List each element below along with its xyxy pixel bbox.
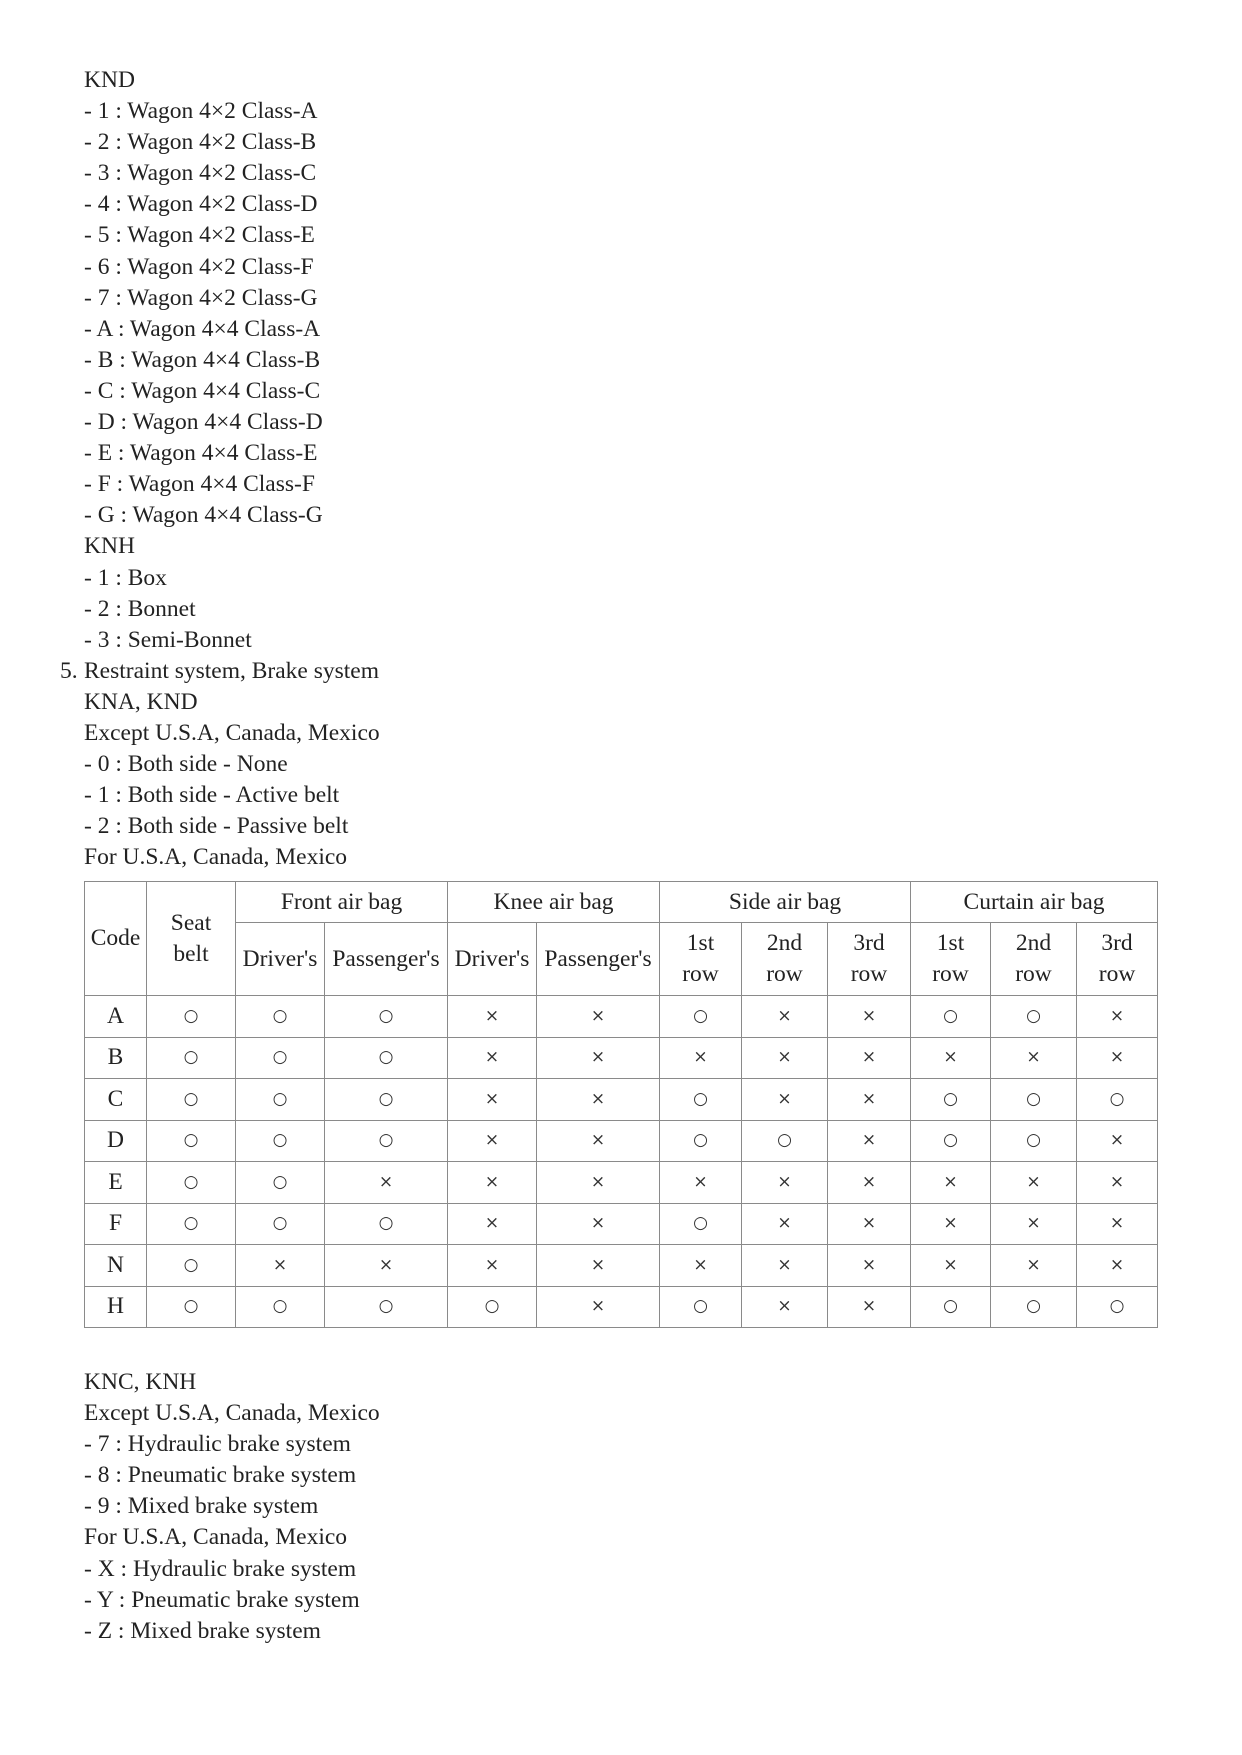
mark-cell: × [828, 1079, 911, 1121]
header-text: 1st [936, 930, 965, 956]
mark-cell: × [828, 1120, 911, 1162]
mark-cell: × [1077, 1245, 1158, 1287]
mark-cell: ○ [991, 1120, 1077, 1162]
mark-cell: × [911, 1162, 991, 1204]
mark-cell: ○ [236, 1203, 325, 1245]
code-cell: H [85, 1286, 147, 1328]
code-cell: D [85, 1120, 147, 1162]
header-text: row [682, 961, 719, 987]
code-cell: F [85, 1203, 147, 1245]
mark-cell: ○ [1077, 1079, 1158, 1121]
mark-cell: ○ [1077, 1286, 1158, 1328]
code-cell: B [85, 1037, 147, 1079]
list-item: - Y : Pneumatic brake system [84, 1586, 360, 1613]
mark-cell: × [1077, 1120, 1158, 1162]
front-passengers-header: Passenger's [325, 923, 448, 996]
curtain-3rd-row-header [1077, 923, 1158, 996]
mark-cell: ○ [147, 1037, 236, 1079]
mark-cell: × [742, 1245, 828, 1287]
mark-cell: × [537, 1162, 660, 1204]
mark-cell: ○ [991, 996, 1077, 1038]
list-item: - 7 : Hydraulic brake system [84, 1431, 351, 1458]
mark-cell: × [911, 1245, 991, 1287]
table-row [85, 1286, 1158, 1328]
mark-cell: ○ [325, 1037, 448, 1079]
mark-cell: × [448, 1079, 537, 1121]
header-text: row [932, 961, 969, 987]
mark-cell: × [537, 1245, 660, 1287]
header-text: row [1015, 961, 1052, 987]
section-5-title [60, 656, 1184, 687]
mark-cell: ○ [236, 1079, 325, 1121]
list-item: - 3 : Wagon 4×2 Class-C [84, 160, 317, 187]
mark-cell: × [325, 1245, 448, 1287]
list-item: - G : Wagon 4×4 Class-G [84, 502, 323, 529]
brake-heading: KNC, KNH [84, 1369, 197, 1395]
list-item: - B : Wagon 4×4 Class-B [84, 346, 321, 373]
mark-cell: × [660, 1245, 742, 1287]
header-text: row [1098, 961, 1136, 987]
mark-cell: ○ [911, 1286, 991, 1328]
mark-cell: ○ [147, 1079, 236, 1121]
mark-cell: × [1077, 996, 1158, 1038]
mark-cell: ○ [991, 1286, 1077, 1328]
mark-cell: × [828, 1286, 911, 1328]
mark-cell: ○ [325, 1120, 448, 1162]
side-3rd-row-header [828, 923, 911, 996]
mark-cell: × [537, 1120, 660, 1162]
mark-cell: ○ [236, 1120, 325, 1162]
list-item: - 7 : Wagon 4×2 Class-G [84, 284, 318, 311]
mark-cell: ○ [236, 996, 325, 1038]
curtain-air-bag-header: Curtain air bag [911, 882, 1158, 923]
table-body [85, 996, 1158, 1328]
restraint-system-table [84, 881, 1158, 1328]
mark-cell: × [448, 1037, 537, 1079]
curtain-2nd-row-header [991, 923, 1077, 996]
mark-cell: × [828, 1162, 911, 1204]
knd-heading: KND [84, 67, 135, 93]
list-item: - D : Wagon 4×4 Class-D [84, 409, 323, 436]
mark-cell: × [991, 1037, 1077, 1079]
list-item: - 3 : Semi-Bonnet [84, 626, 252, 653]
mark-cell: ○ [147, 1203, 236, 1245]
mark-cell: ○ [660, 1286, 742, 1328]
mark-cell: ○ [236, 1286, 325, 1328]
mark-cell: × [448, 996, 537, 1038]
knee-passengers-header: Passenger's [537, 923, 660, 996]
for-label: For U.S.A, Canada, Mexico [84, 1524, 348, 1551]
header-text: 3rd [853, 930, 885, 956]
code-cell: N [85, 1245, 147, 1287]
code-header: Code [85, 882, 147, 996]
mark-cell: ○ [911, 1079, 991, 1121]
mark-cell: × [537, 1037, 660, 1079]
list-item: - 1 : Wagon 4×2 Class-A [84, 98, 318, 125]
mark-cell: × [537, 996, 660, 1038]
list-item: - 1 : Both side - Active belt [84, 782, 340, 809]
header-text: belt [173, 940, 209, 967]
mark-cell: × [828, 1203, 911, 1245]
list-item: - 6 : Wagon 4×2 Class-F [84, 253, 314, 280]
mark-cell: ○ [236, 1162, 325, 1204]
table-row [85, 1245, 1158, 1287]
mark-cell: ○ [660, 1120, 742, 1162]
mark-cell: ○ [147, 996, 236, 1038]
mark-cell: ○ [742, 1120, 828, 1162]
mark-cell: × [828, 1037, 911, 1079]
mark-cell: × [742, 1203, 828, 1245]
list-item: - 8 : Pneumatic brake system [84, 1462, 357, 1489]
mark-cell: × [742, 1079, 828, 1121]
list-item: - A : Wagon 4×4 Class-A [84, 315, 321, 342]
mark-cell: × [1077, 1203, 1158, 1245]
list-item: - X : Hydraulic brake system [84, 1555, 357, 1582]
mark-cell: × [991, 1245, 1077, 1287]
table-row [85, 1037, 1158, 1079]
mark-cell: ○ [236, 1037, 325, 1079]
mark-cell: × [660, 1037, 742, 1079]
list-item: - C : Wagon 4×4 Class-C [84, 377, 321, 404]
front-air-bag-header: Front air bag [236, 882, 448, 923]
except-label: Except U.S.A, Canada, Mexico [84, 1400, 380, 1427]
list-item: - 2 : Bonnet [84, 595, 196, 622]
mark-cell: × [448, 1203, 537, 1245]
knee-air-bag-header: Knee air bag [448, 882, 660, 923]
mark-cell: × [742, 1162, 828, 1204]
mark-cell: ○ [660, 1203, 742, 1245]
list-item: - 0 : Both side - None [84, 751, 288, 778]
section-number: 5. [60, 657, 78, 684]
mark-cell: ○ [448, 1286, 537, 1328]
mark-cell: × [236, 1245, 325, 1287]
except-label: Except U.S.A, Canada, Mexico [84, 719, 380, 746]
mark-cell: × [537, 1079, 660, 1121]
section-title: Restraint system, Brake system [84, 657, 380, 684]
curtain-1st-row-header [911, 923, 991, 996]
brake-system-list [84, 1367, 1184, 1647]
list-item: - 1 : Box [84, 564, 167, 591]
table-row [85, 1120, 1158, 1162]
mark-cell: × [448, 1245, 537, 1287]
list-item: - 2 : Both side - Passive belt [84, 813, 349, 840]
table-row [85, 1162, 1158, 1204]
mark-cell: × [1077, 1037, 1158, 1079]
mark-cell: × [911, 1203, 991, 1245]
mark-cell: × [828, 996, 911, 1038]
mark-cell: ○ [660, 996, 742, 1038]
header-text: 2nd [766, 930, 803, 956]
list-item: - 9 : Mixed brake system [84, 1493, 319, 1520]
knh-heading: KNH [84, 533, 135, 560]
list-item: - 4 : Wagon 4×2 Class-D [84, 191, 318, 218]
list-item: - 5 : Wagon 4×2 Class-E [84, 222, 315, 249]
mark-cell: ○ [325, 1203, 448, 1245]
for-label: For U.S.A, Canada, Mexico [84, 844, 348, 871]
list-item: - F : Wagon 4×4 Class-F [84, 471, 315, 498]
table-row [85, 1203, 1158, 1245]
mark-cell: × [742, 1286, 828, 1328]
mark-cell: ○ [147, 1162, 236, 1204]
mark-cell: ○ [325, 996, 448, 1038]
table-row [85, 1079, 1158, 1121]
code-cell: A [85, 996, 147, 1038]
header-text: 3rd [1101, 930, 1133, 956]
section-subheading: KNA, KND [84, 688, 198, 715]
mark-cell: × [991, 1162, 1077, 1204]
mark-cell: × [1077, 1162, 1158, 1204]
mark-cell: ○ [325, 1286, 448, 1328]
mark-cell: ○ [147, 1245, 236, 1287]
table-row [85, 996, 1158, 1038]
seat-belt-header [147, 882, 236, 996]
mark-cell: × [448, 1120, 537, 1162]
mark-cell: × [828, 1245, 911, 1287]
mark-cell: × [911, 1037, 991, 1079]
list-item: - Z : Mixed brake system [84, 1617, 321, 1644]
header-text: row [850, 961, 888, 987]
mark-cell: × [448, 1162, 537, 1204]
header-text: 1st [686, 930, 715, 956]
side-1st-row-header [660, 923, 742, 996]
mark-cell: ○ [660, 1079, 742, 1121]
front-drivers-header: Driver's [236, 923, 325, 996]
mark-cell: ○ [911, 1120, 991, 1162]
header-text: 2nd [1015, 930, 1052, 956]
code-cell: E [85, 1162, 147, 1204]
mark-cell: × [991, 1203, 1077, 1245]
mark-cell: × [325, 1162, 448, 1204]
mark-cell: × [742, 996, 828, 1038]
side-2nd-row-header [742, 923, 828, 996]
side-air-bag-header: Side air bag [660, 882, 911, 923]
list-item: - E : Wagon 4×4 Class-E [84, 440, 318, 467]
vin-code-list [60, 65, 1184, 873]
header-text: Seat [170, 909, 212, 936]
mark-cell: × [537, 1203, 660, 1245]
header-text: row [766, 961, 803, 987]
list-item: - 2 : Wagon 4×2 Class-B [84, 129, 317, 156]
mark-cell: ○ [147, 1286, 236, 1328]
mark-cell: × [660, 1162, 742, 1204]
mark-cell: ○ [325, 1079, 448, 1121]
mark-cell: × [537, 1286, 660, 1328]
code-cell: C [85, 1079, 147, 1121]
knee-drivers-header: Driver's [448, 923, 537, 996]
mark-cell: ○ [147, 1120, 236, 1162]
mark-cell: ○ [911, 996, 991, 1038]
mark-cell: ○ [991, 1079, 1077, 1121]
mark-cell: × [742, 1037, 828, 1079]
